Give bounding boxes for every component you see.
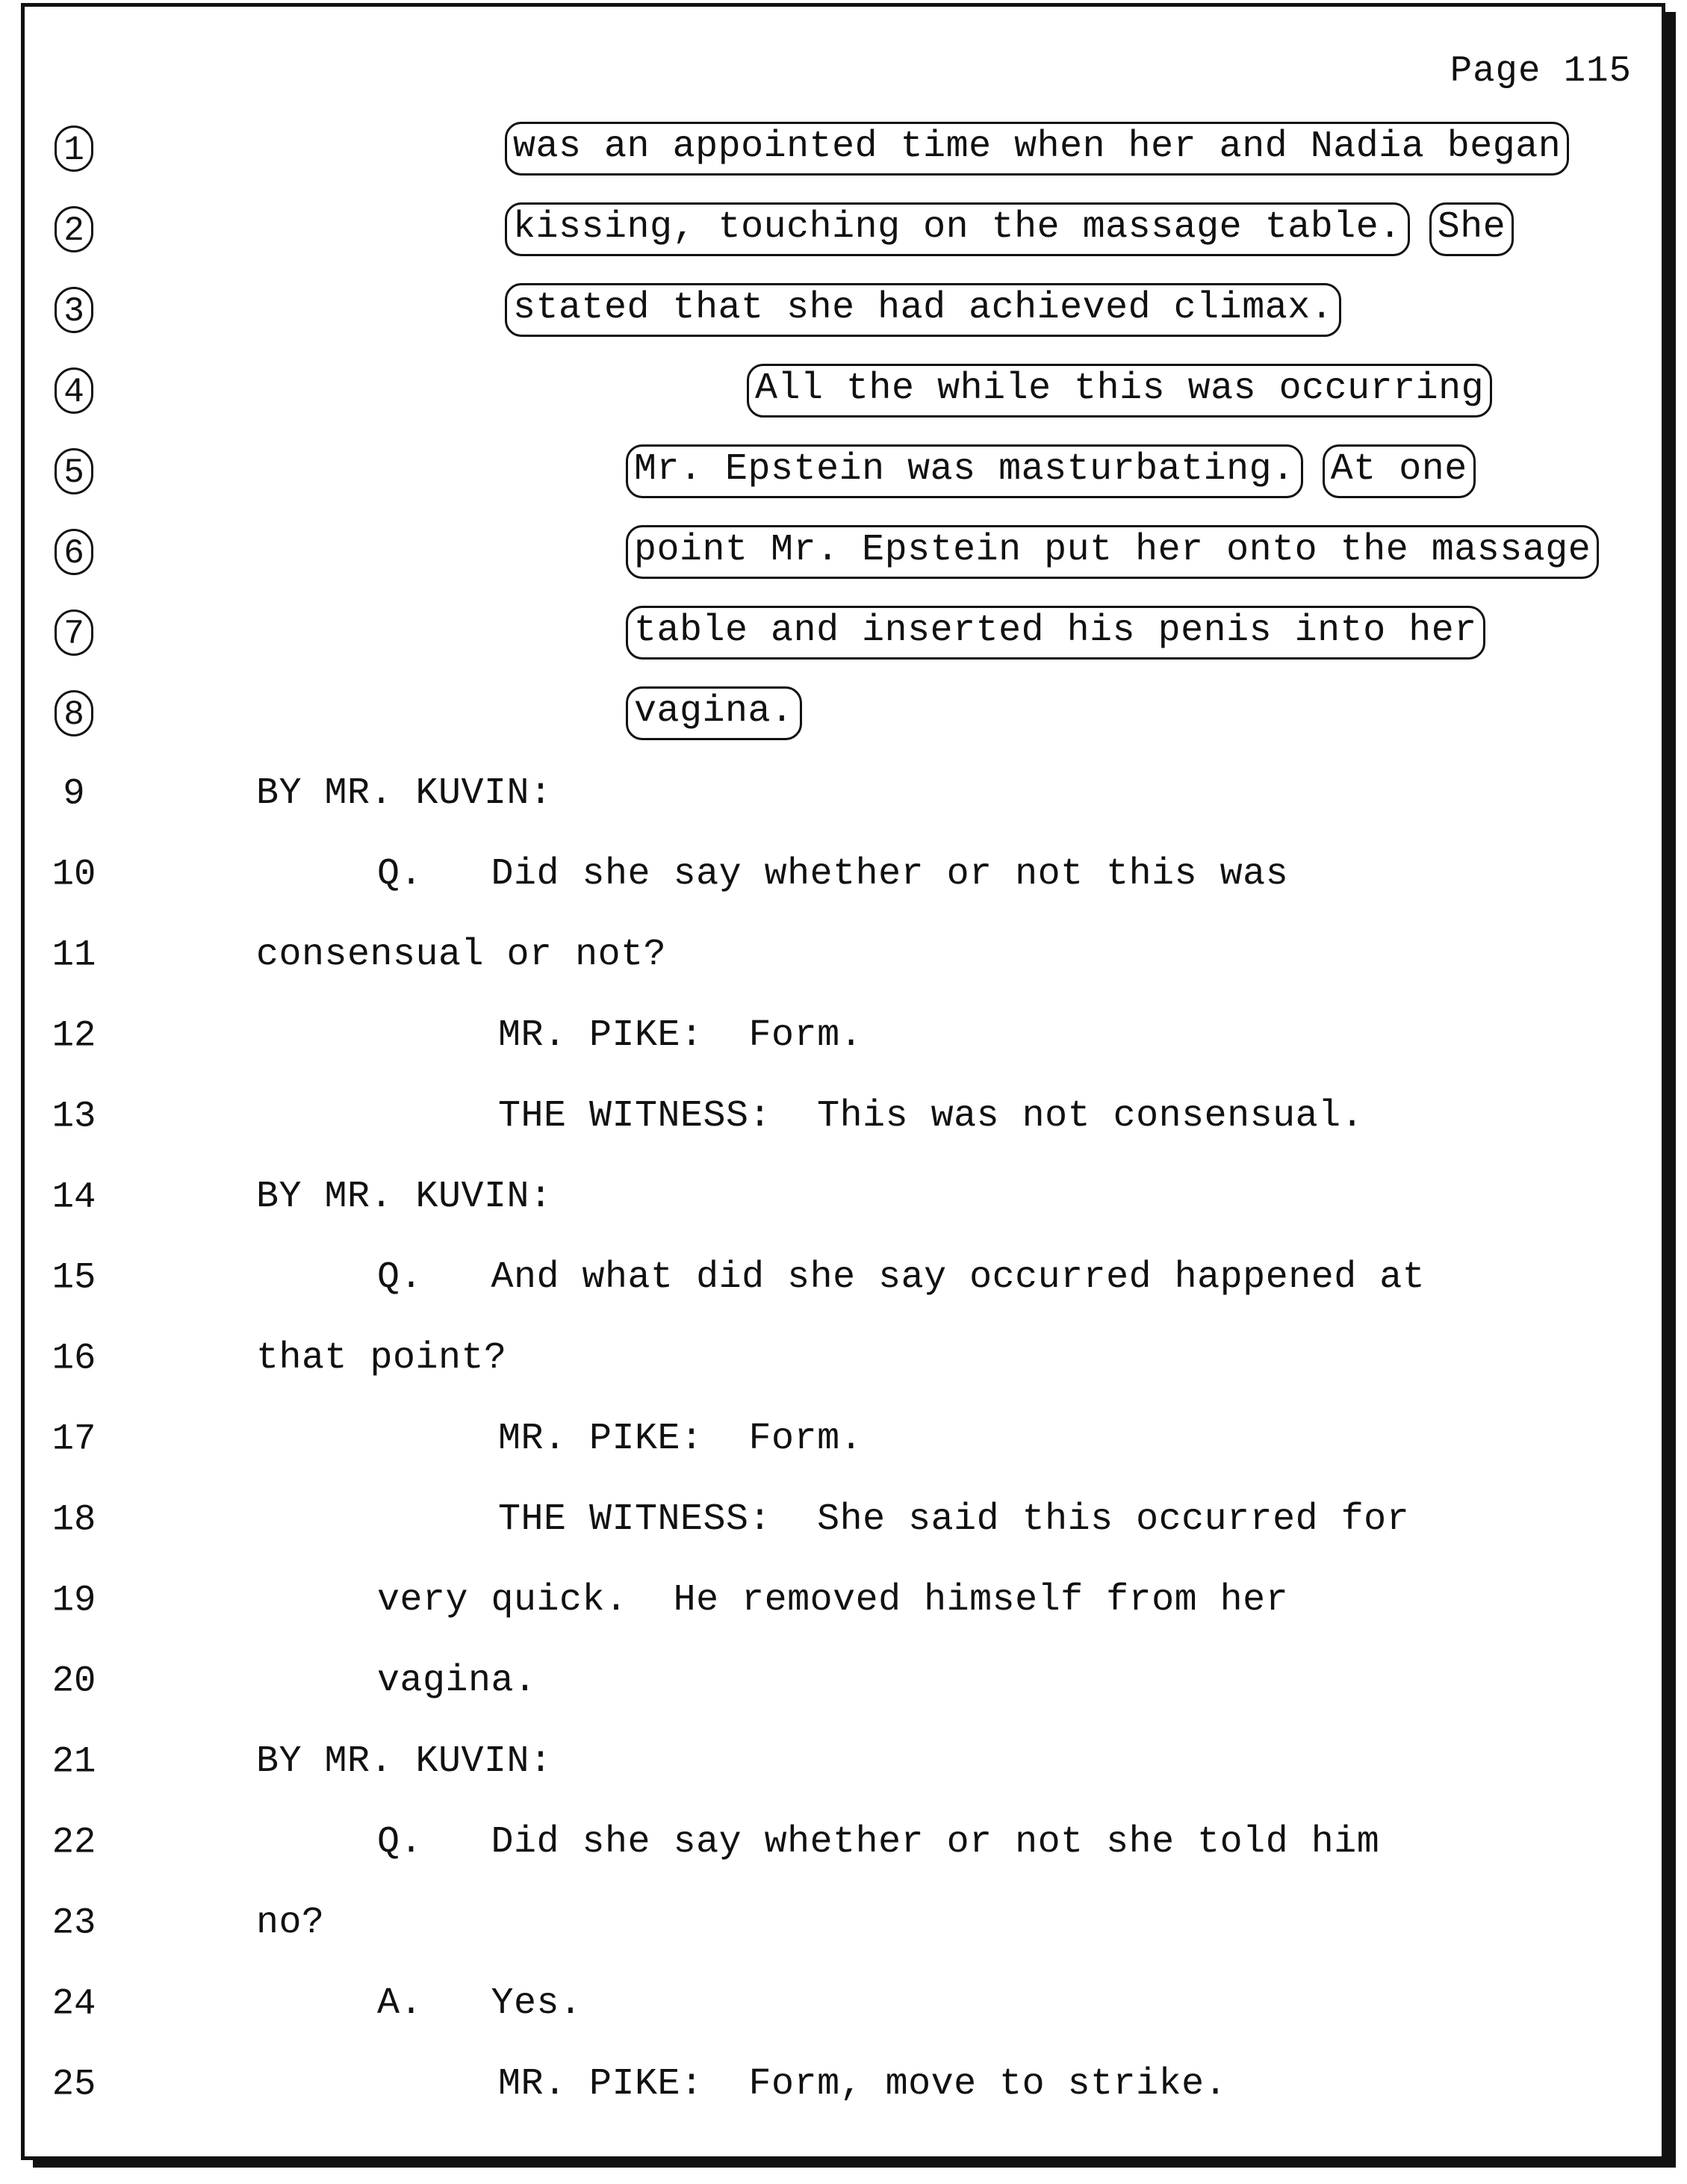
line-text: THE WITNESS: She said this occurred for — [498, 1498, 1410, 1541]
line-text: BY MR. KUVIN: — [256, 1176, 553, 1218]
highlighted-passage: Mr. Epstein was masturbating. — [626, 444, 1303, 498]
line-number: 21 — [52, 1740, 96, 1783]
transcript-line — [25, 1318, 1662, 1399]
line-number: 1 — [55, 125, 93, 172]
line-text: Q. And what did she say occurred happened at — [377, 1256, 1426, 1299]
line-number: 16 — [52, 1337, 96, 1380]
line-text: MR. PIKE: Form. — [498, 1014, 863, 1057]
transcript-line — [25, 1157, 1662, 1238]
highlighted-passage: vagina. — [626, 686, 802, 740]
line-number: 4 — [55, 367, 93, 414]
line-number: 18 — [52, 1498, 96, 1541]
line-number: 15 — [52, 1256, 96, 1299]
line-number: 2 — [55, 206, 93, 252]
transcript-line — [25, 1641, 1662, 1722]
transcript-line — [25, 1964, 1662, 2044]
transcript-line — [25, 1722, 1662, 1802]
transcript-line — [25, 915, 1662, 996]
line-number: 19 — [52, 1579, 96, 1622]
line-text: THE WITNESS: This was not consensual. — [498, 1095, 1364, 1138]
transcript-line — [25, 1076, 1662, 1157]
line-text: no? — [256, 1902, 325, 1944]
line-text: vagina. — [377, 1660, 537, 1702]
line-number: 9 — [63, 772, 85, 815]
highlighted-passage: At one — [1323, 444, 1476, 498]
line-text: consensual or not? — [256, 934, 667, 976]
line-number: 5 — [55, 448, 93, 494]
transcript-line — [25, 2044, 1662, 2125]
transcript-line — [25, 996, 1662, 1076]
transcript-line — [25, 1802, 1662, 1883]
line-number: 25 — [52, 2063, 96, 2106]
line-text: BY MR. KUVIN: — [256, 772, 553, 815]
line-number: 3 — [55, 287, 93, 333]
transcript-page — [21, 3, 1665, 2160]
highlighted-passage: was an appointed time when her and Nadia began — [505, 122, 1569, 176]
transcript-line — [25, 1399, 1662, 1480]
transcript-line — [25, 834, 1662, 915]
line-text: A. Yes. — [377, 1982, 582, 2025]
line-number: 17 — [52, 1418, 96, 1460]
transcript-line — [25, 673, 1662, 754]
line-number: 20 — [52, 1660, 96, 1702]
transcript-line — [25, 592, 1662, 673]
line-number: 24 — [52, 1982, 96, 2025]
line-text: Q. Did she say whether or not this was — [377, 853, 1289, 896]
line-number: 8 — [55, 690, 93, 736]
highlighted-passage: stated that she had achieved climax. — [505, 283, 1341, 337]
transcript-line — [25, 1560, 1662, 1641]
line-number: 10 — [52, 853, 96, 896]
transcript-line — [25, 754, 1662, 834]
line-number: 22 — [52, 1821, 96, 1864]
line-text: Q. Did she say whether or not she told him — [377, 1821, 1380, 1864]
line-text: MR. PIKE: Form, move to strike. — [498, 2063, 1228, 2106]
transcript-line — [25, 1238, 1662, 1318]
line-number: 12 — [52, 1014, 96, 1057]
line-number: 13 — [52, 1095, 96, 1138]
line-number: 6 — [55, 529, 93, 575]
highlighted-passage: All the while this was occurring — [747, 364, 1492, 418]
line-text: BY MR. KUVIN: — [256, 1740, 553, 1783]
line-text: very quick. He removed himself from her — [377, 1579, 1289, 1622]
highlighted-passage: She — [1429, 202, 1514, 256]
transcript-line — [25, 1883, 1662, 1964]
page-number: Page 115 — [1450, 50, 1632, 92]
transcript-line — [25, 1480, 1662, 1560]
line-number: 11 — [52, 934, 96, 976]
highlighted-passage: point Mr. Epstein put her onto the massage — [626, 525, 1599, 579]
line-text: MR. PIKE: Form. — [498, 1418, 863, 1460]
highlighted-passage: kissing, touching on the massage table. — [505, 202, 1410, 256]
line-number: 23 — [52, 1902, 96, 1944]
line-number: 14 — [52, 1176, 96, 1218]
highlighted-passage: table and inserted his penis into her — [626, 606, 1485, 660]
line-number: 7 — [55, 609, 93, 656]
line-text: that point? — [256, 1337, 507, 1380]
